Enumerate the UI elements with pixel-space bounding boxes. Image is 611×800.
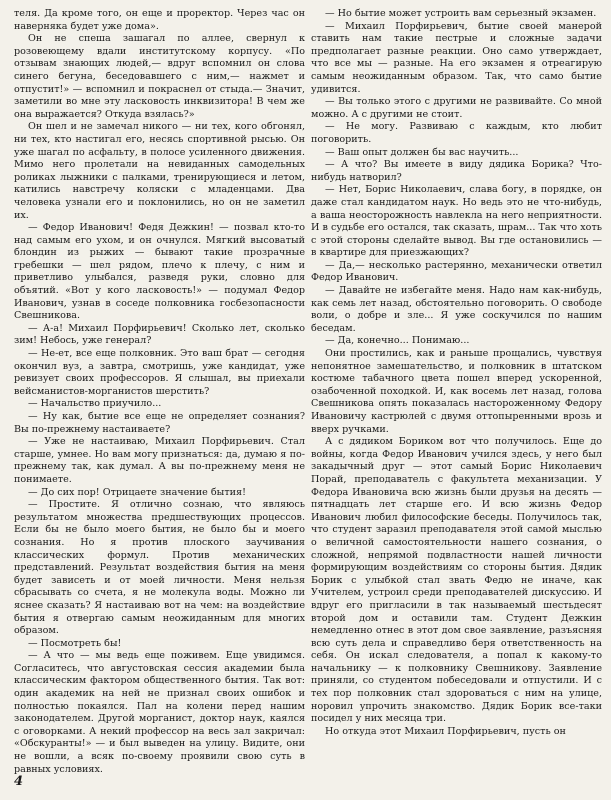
paragraph: — А что? Вы имеете в виду дядика Борика? Что-нибудь натворил? <box>311 159 602 183</box>
paragraph: — Начальство приучило... <box>28 398 162 410</box>
paragraph: — Но бытие может устроить вам серьезный экзамен. <box>325 8 597 19</box>
paragraph: теля. Да кроме того, он еще и проректор. Через час он наверняка будет уже дома». <box>14 8 305 32</box>
page-number: 4 <box>14 774 24 789</box>
paragraph: — До сих пор! Отрицаете значение бытия! <box>28 486 246 498</box>
paragraph: А с дядиком Бориком вот что получилось. Еще до войны, когда Федор Иванович учился здесь, у него был закадычный друг — этот самый Борис Николаевич Порай, преподаватель с факультета механизации. У Федора Ивановича всю жизнь были друзья на десять — пятнадцать лет старше его. И всю жизнь Федор Иванович любил философские беседы. Получилось так, что студент заразил преподавателя этой самой мыслью о величной самостоятельности нашего сознания, о сложной, непрямой подвластности нашей личности формирующим воздействиям со стороны бытия. Дядик Борик с улыбкой стал звать Федю не иначе, как Учителем, устроил среди преподавателей дискуссию. И вдруг его пригласили в так называемый шестьдесят второй дом и оставили там. Студент Дежкин немедленно отнес в этот дом свое заявление, разъясняя всю суть дела и справедливо беря ответственность на себя. Он искал следователя, а попал к какому-то начальнику — к полковнику Свешникову. Заявление приняли, со студентом побеседовали и отпустили. И с тех пор полковник стал здороваться с ним на улице, норовил упрочить знакомство. Дядик Борик все-таки посидел у них месяца три. <box>311 436 602 725</box>
paragraph: — Да,— несколько растерянно, механически ответил Федор Иванович. <box>311 259 602 284</box>
paragraph: — Ну как, бытие все еще не определяет сознания? Вы по-прежнему настаиваете? <box>14 411 305 435</box>
paragraph: — Уже не настаиваю, Михаил Порфирьевич. Стал старше, умнее. Но вам могу признаться: да, думаю я по-прежнему так, как думал. А вы по-прежнему меня не понимаете. <box>14 436 305 485</box>
paragraph: — Вы только этого с другими не развивайте. Со мной можно. А с другими не стоит. <box>311 96 602 120</box>
paragraph: — Михаил Порфирьевич, бытие своей манерой ставить нам такие пестрые и сложные задачи предполагает разные реакции. Оно само утверждает, что все мы — разные. На его экзамен я отреагирую самым неожиданным образом. Так, что само бытие удивится. <box>311 20 602 95</box>
paragraph: Они простились, как и раньше прощались, чувствуя непонятное замешательство, и полковник в штатском костюме табачного цвета пошел вперед ускоренной, озабоченной походкой. И, как восемь лет назад, голова Свешникова опять показалась настороженному Федору Ивановичу кастрюлей с двумя оттопыренными врозь и вверх ручками. <box>311 348 602 435</box>
paragraph: — Не могу. Развиваю с каждым, кто любит поговорить. <box>311 121 602 145</box>
paragraph: — Давайте не избегайте меня. Надо нам как-нибудь, как семь лет назад, обстоятельно поговорить. О свободе воли, о добре и зле... Я уже соскучился по нашим беседам. <box>311 285 602 334</box>
paragraph: — Ваш опыт должен бы вас научить... <box>325 146 519 158</box>
paragraph: Он не спеша зашагал по аллее, свернул к розовеющему вдали институтскому корпусу. «По отзывам знающих людей,— вдруг вспомнил он слова синего бегуна, беседовавшего с ним,— нажмет и отпустит!» — вспомнил и покраснел от стыда.— Значит, заметили во мне эту ласковость инквизитора! В чем же она выражается? Откуда взялась?» <box>14 33 305 120</box>
paragraph: — Федор Иванович! Федя Дежкин! — позвал кто-то над самым его ухом, и он очнулся. Мягкий высоватый блондин из рыжих — бывают такие прозрачные гребешки — шел рядом, плечо к плечу, с ним и приветливо улыбался, разведя руки, словно для объятий. «Вот у кого ласковость!» — подумал Федор Иванович, узнав в соседе полковника госбезопасности Свешникова. <box>14 222 305 322</box>
paragraph: Но откуда этот Михаил Порфирьевич, пусть он <box>325 725 566 737</box>
paragraph: — А-а! Михаил Порфирьевич! Сколько лет, сколько зим! Небось, уже генерал? <box>14 322 305 347</box>
paragraph: — А что — мы ведь еще поживем. Еще увидимся. Согласитесь, что августовская сессия академии была классическим фактором общественного бытия. Так вот: один академик на ней не признал своих ошибок и полностью покаялся. Пал на колени перед нашим законодателем. Другой морганист, доктор наук, каялся с оговорками. А некий профессор на весь зал закричал: «Обскуранты!» — и был выведен на улицу. Видите, они не вошли, а всяк по-своему проявили свою суть в равных условиях. <box>14 650 305 775</box>
paragraph: — Простите. Я отлично сознаю, что являюсь результатом множества предшествующих процессов. Если бы не было моего бытия, не было бы и моего сознания. Но я против плоского заучивания классических формул. Против механических представлений. Результат воздействия бытия на меня будет зависеть и от моей личности. Меня нельзя сбрасывать со счета, я не молекула воды. Можно ли яснее сказать? Я настаиваю вот на чем: на воздействие бытия я отвергаю самым неожиданным для многих образом. <box>14 499 305 637</box>
paragraph: — Не-ет, все еще полковник. Это ваш брат — сегодня окончил вуз, а завтра, смотришь, уже кандидат, уже ревизует своих профессоров. Я слышал, вы приехали вейсманистов-морганистов шерстить? <box>14 348 305 397</box>
paragraph: — Нет, Борис Николаевич, слава богу, в порядке, он даже стал кандидатом наук. Но ведь это не что-нибудь, а ваша неосторожность навлекла на него неприятности. И в судьбе его остался, так сказать, шрам... Так что хоть с этой стороны сделайте вывод. Вы где остановились — в квартире для приезжающих? <box>311 184 602 259</box>
paragraph: Он шел и не замечал никого — ни тех, кого обгонял, ни тех, кто настигал его, несясь спортивной рысью. Он уже шагал по асфальту, в полосе усиленного движения. Мимо него пролетали на невиданных самодельных роликах лыжники с палками, тренирующиеся и летом, катились навстречу коляски с младенцами. Два человека узнали его и поклонились, но он не заметил их. <box>14 121 305 221</box>
paragraph: — Да, конечно... Понимаю... <box>325 335 470 347</box>
paragraph: — Посмотреть бы! <box>28 637 122 649</box>
right-column <box>311 8 602 738</box>
left-column <box>14 8 305 776</box>
